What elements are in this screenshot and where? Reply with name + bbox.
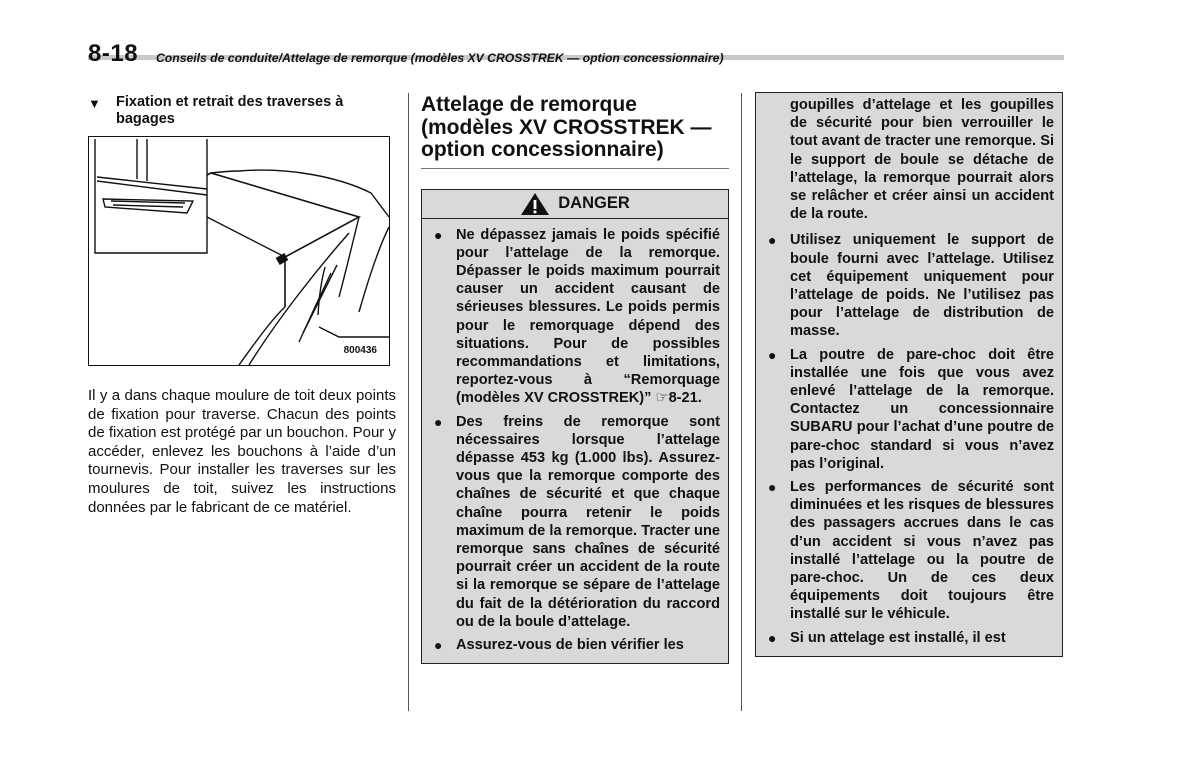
column-divider xyxy=(408,93,409,711)
bullet-icon: ● xyxy=(434,226,443,243)
roof-rail-drawing xyxy=(89,137,389,365)
list-item-text: Ne dépassez jamais le poids spécifié pour l’attelage de la remorque. Dépasser le poids maximum pourrait causer un accident causant de sérieuses blessures. Le poids permis pour le remorquage dépend des situations. Pour de possibles recommandations et limitations, reportez-vous à “Remorquage (modèles XV CROSSTREK)” ☞8-21. xyxy=(456,226,720,407)
bullet-icon: ● xyxy=(768,629,777,646)
roof-rail-illustration xyxy=(88,136,390,366)
body-paragraph: Il y a dans chaque moulure de toit deux points de fixation pour traverse. Chacun des points de fixation est protégé par un bouchon. Pour y accéder, enlevez les bouchons à l’aide d’un tournevis. Pour installer les traverses sur les moulures de toit, suivez les instructions données par le fabricant de ce matériel. xyxy=(88,387,396,516)
warning-triangle-icon xyxy=(520,192,550,216)
bullet-icon: ● xyxy=(768,479,777,496)
danger-label: DANGER xyxy=(558,194,630,212)
list-item xyxy=(766,629,1054,647)
bullet-icon: ● xyxy=(768,232,777,249)
list-item-text: Des freins de remorque sont nécessaires lorsque l’attelage dépasse 453 kg (1.000 lbs). Assurez-vous que la remorque comporte des chaînes de sécurité et que chaque chaîne pourra retenir le poids maximum de la remorque. Tracter une remorque sans chaînes de sécurité pourrait créer un accident de la route si la remorque se sépare de l’attelage du fait de la détérioration du raccord ou de la boule d’attelage. xyxy=(456,413,720,630)
list-item-text: Les performances de sécurité sont diminuées et les risques de blessures des passagers accrues dans le cas d’un accident si vous n’avez pas installé l’attelage ou la poutre de pare-choc. Un de ces deux équipements doit toujours être installé sur le véhicule. xyxy=(790,479,1054,623)
danger-list xyxy=(422,219,728,655)
figure-code: 800436 xyxy=(343,345,377,356)
list-item-text: La poutre de pare-choc doit être installée une fois que vous avez enlevé l’attelage de la remorque. Contactez un concessionnaire SUBARU pour l’achat d’une poutre de pare-choc standard si vous n’avez pas l’original. xyxy=(790,346,1054,472)
danger-list xyxy=(756,228,1062,646)
bullet-icon: ● xyxy=(434,636,443,653)
subheading xyxy=(88,94,398,128)
section-title: Attelage de remorque (modèles XV CROSSTREK — option concessionnaire) xyxy=(421,94,729,169)
list-item-text: Si un attelage est installé, il est xyxy=(790,629,1006,646)
list-item xyxy=(766,478,1054,624)
page-number: 8-18 xyxy=(88,40,139,67)
right-column xyxy=(755,92,1063,657)
middle-column xyxy=(421,94,729,664)
bullet-icon: ● xyxy=(434,413,443,430)
subheading-text: Fixation et retrait des traverses à bagages xyxy=(116,94,344,127)
running-title: Conseils de conduite/Attelage de remorque (modèles XV CROSSTREK — option concessionnaire) xyxy=(156,51,724,65)
list-item xyxy=(432,413,720,631)
continued-text: goupilles d’attelage et les goupilles de sécurité pour bien verrouiller le tout avant de tracter une remorque. Si le support de boule se détache de l’attelage, la remorque pourrait alors se relâcher et créer ainsi un accident de la route. xyxy=(790,97,1054,223)
danger-box-continued xyxy=(755,92,1063,657)
list-item xyxy=(432,636,720,654)
list-item-text: Assurez-vous de bien vérifier les xyxy=(456,636,684,653)
triangle-marker-icon: ▼ xyxy=(88,96,101,111)
danger-box xyxy=(421,189,729,665)
list-item-text: Utilisez uniquement le support de boule fourni avec l’attelage. Utilisez cet équipement uniquement pour l’attelage de poids. Ne l’utilisez pas pour l’attelage de distribution de masse. xyxy=(790,232,1054,340)
left-column xyxy=(88,94,398,517)
list-item xyxy=(432,226,720,408)
bullet-icon: ● xyxy=(768,346,777,363)
danger-header xyxy=(422,190,728,219)
column-divider xyxy=(741,93,742,711)
list-item xyxy=(766,346,1054,473)
list-item xyxy=(766,231,1054,340)
